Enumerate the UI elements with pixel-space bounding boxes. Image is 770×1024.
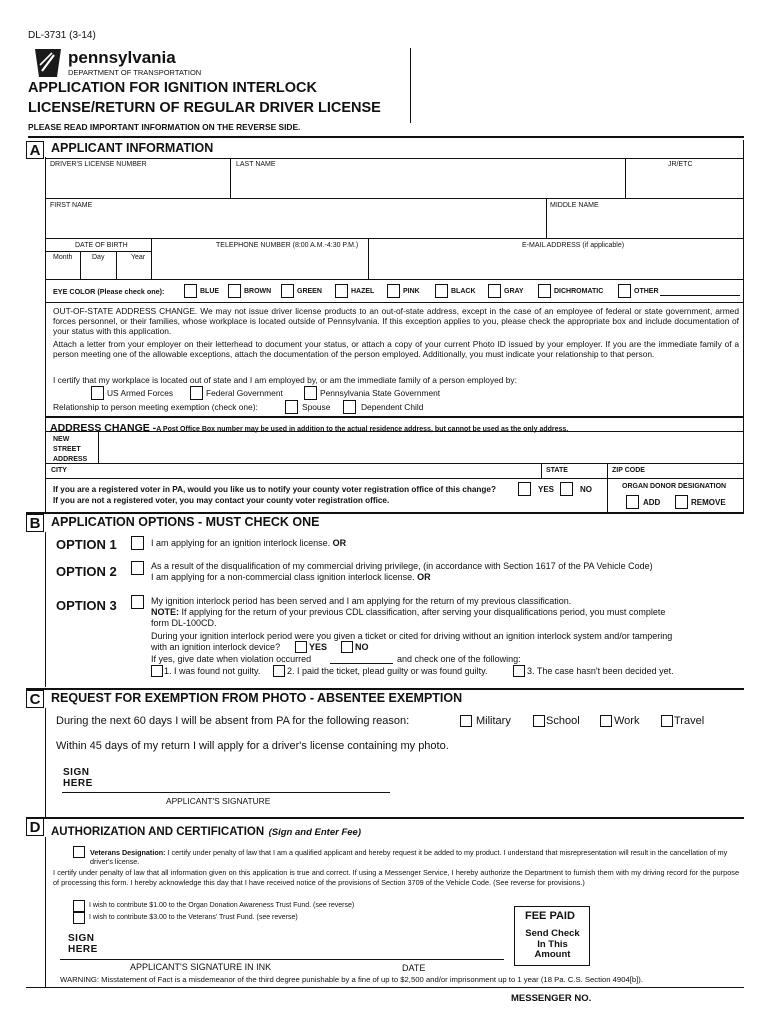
- reason-work-label: Work: [614, 715, 640, 727]
- dependent-child-checkbox[interactable]: [343, 400, 356, 414]
- option3-line4: During your ignition interlock period were you given a ticket or cited for driving without an ignition interlock system and/or tampering: [151, 631, 673, 641]
- send-check-label: Send Check In This Amount: [525, 928, 580, 960]
- eye-color-label: EYE COLOR (Please check one):: [53, 287, 165, 296]
- out-of-state-paragraph-1: OUT-OF-STATE ADDRESS CHANGE. We may not issue driver license products to an out-of-state address, except in the case of an employee of federal or state government, armed forces personnel, or their families, whose workplace is located outside of Pennsylvania. If this exception applies to you, please check the appropriate box and include documentation of your status with this application.: [53, 306, 739, 336]
- option3-label: OPTION 3: [56, 598, 117, 613]
- new-street-address-input[interactable]: [99, 432, 742, 462]
- option1-label: OPTION 1: [56, 537, 117, 552]
- organ-donor-add-checkbox[interactable]: [626, 495, 639, 509]
- form-title-line2: LICENSE/RETURN OF REGULAR DRIVER LICENSE: [28, 100, 381, 116]
- option3-line5: with an ignition interlock device?: [151, 642, 281, 652]
- not-guilty-label: 1. I was found not guilty.: [164, 666, 261, 676]
- veterans-fund-label: I wish to contribute $3.00 to the Veterans' Trust Fund. (see reverse): [89, 914, 298, 921]
- address-change-heading: ADDRESS CHANGE -A Post Office Box number may be used in addition to the actual residence address, but cannot be used as the only address.: [50, 422, 569, 434]
- option2-line1: As a result of the disqualification of my commercial driving privilege, (in accordance with Section 1617 of the PA Vehicle Code): [151, 561, 653, 571]
- eye-black-label: BLACK: [451, 288, 476, 295]
- violation-date-input[interactable]: [330, 663, 393, 664]
- jr-etc-label: JR/ETC: [668, 161, 693, 168]
- applicant-signature-line[interactable]: [62, 792, 390, 793]
- year-label: Year: [131, 254, 146, 261]
- sign-here-c: SIGN HERE: [63, 767, 93, 789]
- department-name: DEPARTMENT OF TRANSPORTATION: [68, 68, 202, 77]
- pa-state-government-checkbox[interactable]: [304, 386, 317, 400]
- voter-no-label: NO: [580, 485, 592, 494]
- section-d-title: AUTHORIZATION AND CERTIFICATION (Sign and Enter Fee): [51, 826, 361, 838]
- section-c-letter: C: [26, 690, 44, 708]
- last-name-label: LAST NAME: [236, 161, 276, 168]
- phone-label: TELEPHONE NUMBER (8:00 A.M.-4:30 P.M.): [216, 242, 359, 249]
- not-guilty-checkbox[interactable]: [151, 665, 163, 677]
- reason-school-checkbox[interactable]: [533, 715, 545, 727]
- absence-text: During the next 60 days I will be absent from PA for the following reason:: [56, 715, 410, 727]
- section-b-letter: B: [26, 514, 44, 532]
- us-armed-forces-checkbox[interactable]: [91, 386, 104, 400]
- eye-pink-checkbox[interactable]: [387, 284, 400, 298]
- eye-green-checkbox[interactable]: [281, 284, 294, 298]
- tampering-no-label: NO: [355, 642, 369, 652]
- city-label: CITY: [51, 467, 67, 474]
- voter-note: If you are not a registered voter, you may contact your county voter registration office.: [53, 496, 390, 505]
- tampering-no-checkbox[interactable]: [341, 641, 353, 653]
- organ-fund-checkbox[interactable]: [73, 900, 85, 912]
- federal-government-label: Federal Government: [206, 388, 283, 398]
- first-name-label: FIRST NAME: [50, 202, 93, 209]
- fee-paid-label: FEE PAID: [525, 910, 575, 922]
- tampering-yes-label: YES: [309, 642, 328, 652]
- tampering-yes-checkbox[interactable]: [295, 641, 307, 653]
- organ-fund-label: I wish to contribute $1.00 to the Organ Donation Awareness Trust Fund. (see reverse): [89, 902, 355, 909]
- undecided-checkbox[interactable]: [513, 665, 525, 677]
- veterans-designation-checkbox[interactable]: [73, 846, 85, 858]
- reason-travel-checkbox[interactable]: [661, 715, 673, 727]
- out-of-state-paragraph-2: Attach a letter from your employer on their letterhead to document your status, or attach a copy of your current Photo ID issued by your employer. If you are the immediate family of a person meeting one of the allowable exceptions, attach the documentation of the person employed. Additionally, you must indicate your relationship to that person.: [53, 339, 739, 359]
- eye-hazel-label: HAZEL: [351, 288, 375, 295]
- violation-check-text: and check one of the following:: [397, 654, 521, 664]
- eye-dichromatic-label: DICHROMATIC: [554, 288, 604, 295]
- eye-pink-label: PINK: [403, 288, 420, 295]
- eye-brown-checkbox[interactable]: [228, 284, 241, 298]
- day-label: Day: [92, 254, 105, 261]
- organ-donor-remove-checkbox[interactable]: [675, 495, 688, 509]
- drivers-license-input[interactable]: [46, 170, 229, 197]
- voter-yes-checkbox[interactable]: [518, 482, 531, 496]
- option1-text: I am applying for an ignition interlock license. OR: [151, 538, 347, 548]
- drivers-license-label: DRIVER'S LICENSE NUMBER: [50, 161, 147, 168]
- messenger-number-label: MESSENGER NO.: [511, 993, 592, 1004]
- signature-in-ink-label: APPLICANT'S SIGNATURE IN INK: [130, 962, 272, 972]
- read-notice: PLEASE READ IMPORTANT INFORMATION ON THE REVERSE SIDE.: [28, 122, 301, 132]
- section-d-letter: D: [26, 818, 44, 836]
- month-label: Month: [53, 254, 73, 261]
- veterans-designation-text: Veterans Designation: I certify under penalty of law that I am a qualified applicant and hereby request it be added to my product. I understand that misrepresentation will result in the cancellation of my driver's license.: [90, 848, 728, 866]
- paid-ticket-checkbox[interactable]: [273, 665, 285, 677]
- eye-dichromatic-checkbox[interactable]: [538, 284, 551, 298]
- form-number: DL-3731 (3-14): [28, 30, 96, 41]
- eye-brown-label: BROWN: [244, 288, 272, 295]
- reason-work-checkbox[interactable]: [600, 715, 612, 727]
- email-input[interactable]: [369, 252, 742, 278]
- option3-note: NOTE: If applying for the return of your previous CDL classification, after serving your disqualifications period, you must complete: [151, 607, 666, 617]
- dob-label: DATE OF BIRTH: [75, 242, 128, 249]
- reason-military-label: Military: [476, 715, 511, 727]
- eye-gray-checkbox[interactable]: [488, 284, 501, 298]
- return-text: Within 45 days of my return I will apply for a driver's license containing my photo.: [56, 740, 449, 752]
- eye-blue-checkbox[interactable]: [184, 284, 197, 298]
- phone-input[interactable]: [152, 252, 367, 278]
- new-street-address-label: NEW STREET ADDRESS: [53, 436, 88, 463]
- relationship-label: Relationship to person meeting exemption (check one):: [53, 402, 258, 412]
- voter-yes-label: YES: [538, 485, 555, 494]
- option2-label: OPTION 2: [56, 564, 117, 579]
- reason-military-checkbox[interactable]: [460, 715, 472, 727]
- eye-gray-label: GRAY: [504, 288, 524, 295]
- fee-amount-input[interactable]: [592, 906, 742, 966]
- option2-checkbox[interactable]: [131, 561, 144, 575]
- organ-donor-add-label: ADD: [643, 498, 661, 507]
- spouse-label: Spouse: [302, 402, 331, 412]
- certify-workplace-text: I certify that my workplace is located out of state and I am employed by, or am the immediate family of a person employed by:: [53, 375, 517, 385]
- violation-date-text: If yes, give date when violation occurred: [151, 654, 312, 664]
- middle-name-label: MIDDLE NAME: [550, 202, 599, 209]
- date-label: DATE: [402, 963, 426, 973]
- warning-text: WARNING: Misstatement of Fact is a misdemeanor of the third degree punishable by a fine of up to $2,500 and/or imprisonment up to 1 year (18 Pa. C.S. Section 4904[b]).: [60, 975, 643, 984]
- eye-black-checkbox[interactable]: [435, 284, 448, 298]
- spouse-checkbox[interactable]: [285, 400, 298, 414]
- eye-other-label: OTHER: [634, 288, 659, 295]
- section-b-title: APPLICATION OPTIONS - MUST CHECK ONE: [51, 515, 320, 529]
- option3-note-form: form DL-100CD.: [151, 618, 217, 628]
- federal-government-checkbox[interactable]: [190, 386, 203, 400]
- undecided-label: 3. The case hasn't been decided yet.: [527, 666, 674, 676]
- middle-name-input[interactable]: [547, 212, 742, 237]
- signature-in-ink-line[interactable]: [60, 959, 504, 960]
- zip-code-label: ZIP CODE: [612, 467, 645, 474]
- state-label: STATE: [546, 467, 568, 474]
- first-name-input[interactable]: [46, 212, 545, 237]
- certification-text: I certify under penalty of law that all information given on this application is true and correct. If using a Messenger Service, I hereby authorize the Department to furnish them with my driving record for the purpose of processing this form. I hereby acknowledge this day that I have received notice of the provisions of Section 3709 of the Vehicle Code. (See reverse for provisions.): [53, 868, 739, 887]
- form-title-line1: APPLICATION FOR IGNITION INTERLOCK: [28, 80, 317, 96]
- sign-here-d: SIGN HERE: [68, 933, 98, 955]
- option2-line2: I am applying for a non-commercial class ignition interlock license. OR: [151, 572, 431, 582]
- dependent-child-label: Dependent Child: [361, 402, 424, 412]
- logo-pennsylvania: pennsylvania: [68, 48, 176, 67]
- eye-blue-label: BLUE: [200, 288, 220, 295]
- applicant-signature-label: APPLICANT'S SIGNATURE: [166, 796, 271, 806]
- organ-donor-remove-label: REMOVE: [691, 498, 726, 507]
- jr-etc-input[interactable]: [626, 170, 742, 197]
- reason-travel-label: Travel: [674, 715, 705, 727]
- pennsylvania-keystone-logo: [33, 47, 63, 79]
- veterans-fund-checkbox[interactable]: [73, 912, 85, 924]
- voter-question: If you are a registered voter in PA, would you like us to notify your county voter registration office of this change?: [53, 485, 496, 494]
- email-label: E-MAIL ADDRESS (if applicable): [522, 242, 625, 249]
- last-name-input[interactable]: [231, 170, 624, 197]
- us-armed-forces-label: US Armed Forces: [107, 388, 174, 398]
- voter-no-checkbox[interactable]: [560, 482, 573, 496]
- organ-donor-label: ORGAN DONOR DESIGNATION: [622, 483, 727, 490]
- eye-hazel-checkbox[interactable]: [335, 284, 348, 298]
- paid-ticket-label: 2. I paid the ticket, plead guilty or was found guilty.: [287, 666, 488, 676]
- section-a-title: APPLICANT INFORMATION: [51, 141, 214, 155]
- pa-state-government-label: Pennsylvania State Government: [320, 388, 441, 398]
- section-c-title: REQUEST FOR EXEMPTION FROM PHOTO - ABSENTEE EXEMPTION: [51, 691, 463, 705]
- option3-checkbox[interactable]: [131, 595, 144, 609]
- option1-checkbox[interactable]: [131, 536, 144, 550]
- section-a-letter: A: [26, 141, 44, 159]
- reason-school-label: School: [546, 715, 580, 727]
- eye-green-label: GREEN: [297, 288, 322, 295]
- option3-line1: My ignition interlock period has been served and I am applying for the return of my previous classification.: [151, 596, 572, 606]
- eye-other-checkbox[interactable]: [618, 284, 631, 298]
